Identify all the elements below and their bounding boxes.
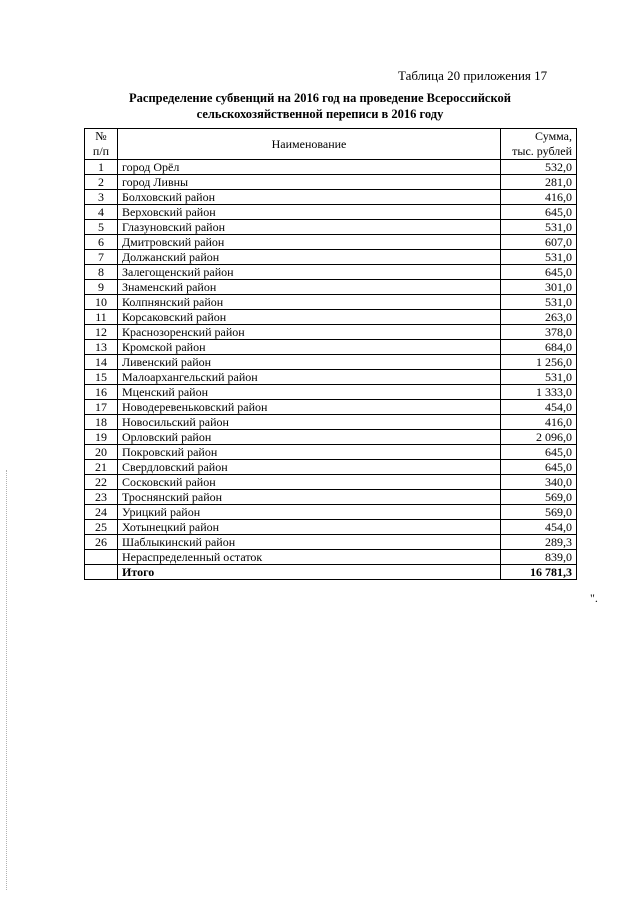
row-number: 24 (85, 505, 118, 520)
table-header-row (85, 129, 577, 160)
header-number-line-2: п/п (92, 144, 110, 158)
table-row (85, 190, 577, 205)
row-name: Хотынецкий район (118, 520, 501, 535)
document-heading (60, 90, 580, 122)
row-sum: 645,0 (501, 460, 577, 475)
row-number: 9 (85, 280, 118, 295)
row-name: Залегощенский район (118, 265, 501, 280)
table-row (85, 385, 577, 400)
row-name: Кромской район (118, 340, 501, 355)
table-row (85, 505, 577, 520)
row-sum: 416,0 (501, 415, 577, 430)
row-name: Ливенский район (118, 355, 501, 370)
row-name: Урицкий район (118, 505, 501, 520)
row-number: 5 (85, 220, 118, 235)
table-row (85, 535, 577, 550)
row-name: Колпнянский район (118, 295, 501, 310)
row-name: Новодеревеньковский район (118, 400, 501, 415)
row-sum: 607,0 (501, 235, 577, 250)
row-name: Малоархангельский район (118, 370, 501, 385)
row-name: город Ливны (118, 175, 501, 190)
header-name: Наименование (118, 129, 501, 160)
row-name: Нераспределенный остаток (118, 550, 501, 565)
table-row (85, 310, 577, 325)
row-number: 13 (85, 340, 118, 355)
row-number: 19 (85, 430, 118, 445)
row-sum: 569,0 (501, 490, 577, 505)
header-sum-line-2: тыс. рублей (512, 144, 572, 158)
row-sum: 531,0 (501, 250, 577, 265)
row-number: 17 (85, 400, 118, 415)
table-row (85, 265, 577, 280)
row-name: Должанский район (118, 250, 501, 265)
row-name: Глазуновский район (118, 220, 501, 235)
row-sum: 645,0 (501, 205, 577, 220)
row-name: Верховский район (118, 205, 501, 220)
row-sum: 531,0 (501, 220, 577, 235)
row-number: 22 (85, 475, 118, 490)
table-row (85, 175, 577, 190)
row-name: Дмитровский район (118, 235, 501, 250)
table-body (85, 160, 577, 580)
row-number: 26 (85, 535, 118, 550)
row-name: Корсаковский район (118, 310, 501, 325)
row-sum: 263,0 (501, 310, 577, 325)
row-number: 12 (85, 325, 118, 340)
row-name: Шаблыкинский район (118, 535, 501, 550)
row-sum: 301,0 (501, 280, 577, 295)
row-name: Новосильский район (118, 415, 501, 430)
row-sum: 531,0 (501, 295, 577, 310)
table-row (85, 550, 577, 565)
table-row (85, 520, 577, 535)
row-number (85, 550, 118, 565)
table-row (85, 475, 577, 490)
header-number (85, 129, 118, 160)
row-sum: 454,0 (501, 520, 577, 535)
table-row (85, 160, 577, 175)
table-row (85, 415, 577, 430)
row-sum: 569,0 (501, 505, 577, 520)
row-sum: 1 256,0 (501, 355, 577, 370)
row-number: 15 (85, 370, 118, 385)
row-number: 4 (85, 205, 118, 220)
table-row (85, 205, 577, 220)
subsidy-table (84, 128, 577, 580)
row-sum: 378,0 (501, 325, 577, 340)
row-number: 2 (85, 175, 118, 190)
row-name: Знаменский район (118, 280, 501, 295)
row-number: 3 (85, 190, 118, 205)
row-name: Орловский район (118, 430, 501, 445)
row-number: 21 (85, 460, 118, 475)
table-row (85, 340, 577, 355)
row-sum: 684,0 (501, 340, 577, 355)
row-sum: 1 333,0 (501, 385, 577, 400)
table-row (85, 490, 577, 505)
row-number: 25 (85, 520, 118, 535)
row-number: 14 (85, 355, 118, 370)
table-row (85, 280, 577, 295)
row-number: 11 (85, 310, 118, 325)
heading-line-1: Распределение субвенций на 2016 год на проведение Всероссийской (129, 91, 511, 105)
row-sum: 645,0 (501, 445, 577, 460)
row-name: Мценский район (118, 385, 501, 400)
row-name: Краснозоренский район (118, 325, 501, 340)
row-sum: 340,0 (501, 475, 577, 490)
table-row (85, 220, 577, 235)
total-label: Итого (118, 565, 501, 580)
row-number: 18 (85, 415, 118, 430)
table-row (85, 250, 577, 265)
table-row (85, 235, 577, 250)
row-sum: 532,0 (501, 160, 577, 175)
row-name: город Орёл (118, 160, 501, 175)
table-row (85, 430, 577, 445)
row-number: 23 (85, 490, 118, 505)
total-number-cell (85, 565, 118, 580)
closing-quote-mark: ". (590, 591, 598, 605)
row-name: Сосковский район (118, 475, 501, 490)
scan-margin-dots (6, 470, 9, 890)
row-number: 1 (85, 160, 118, 175)
row-number: 8 (85, 265, 118, 280)
row-name: Свердловский район (118, 460, 501, 475)
header-number-line-1: № (95, 129, 107, 143)
row-number: 10 (85, 295, 118, 310)
row-name: Покровский район (118, 445, 501, 460)
table-row (85, 370, 577, 385)
row-number: 20 (85, 445, 118, 460)
row-number: 6 (85, 235, 118, 250)
row-sum: 289,3 (501, 535, 577, 550)
row-name: Троснянский район (118, 490, 501, 505)
row-sum: 454,0 (501, 400, 577, 415)
table-caption: Таблица 20 приложения 17 (398, 68, 548, 83)
table-row (85, 325, 577, 340)
table-row (85, 445, 577, 460)
table-row (85, 460, 577, 475)
header-sum (501, 129, 577, 160)
heading-line-2: сельскохозяйственной переписи в 2016 году (196, 107, 444, 121)
row-name: Болховский район (118, 190, 501, 205)
row-number: 7 (85, 250, 118, 265)
header-sum-line-1: Сумма, (535, 129, 572, 143)
row-sum: 531,0 (501, 370, 577, 385)
row-sum: 416,0 (501, 190, 577, 205)
row-sum: 281,0 (501, 175, 577, 190)
table-row (85, 295, 577, 310)
table-total-row (85, 565, 577, 580)
table-row (85, 355, 577, 370)
total-sum: 16 781,3 (501, 565, 577, 580)
row-sum: 2 096,0 (501, 430, 577, 445)
row-number: 16 (85, 385, 118, 400)
table-row (85, 400, 577, 415)
row-sum: 645,0 (501, 265, 577, 280)
row-sum: 839,0 (501, 550, 577, 565)
